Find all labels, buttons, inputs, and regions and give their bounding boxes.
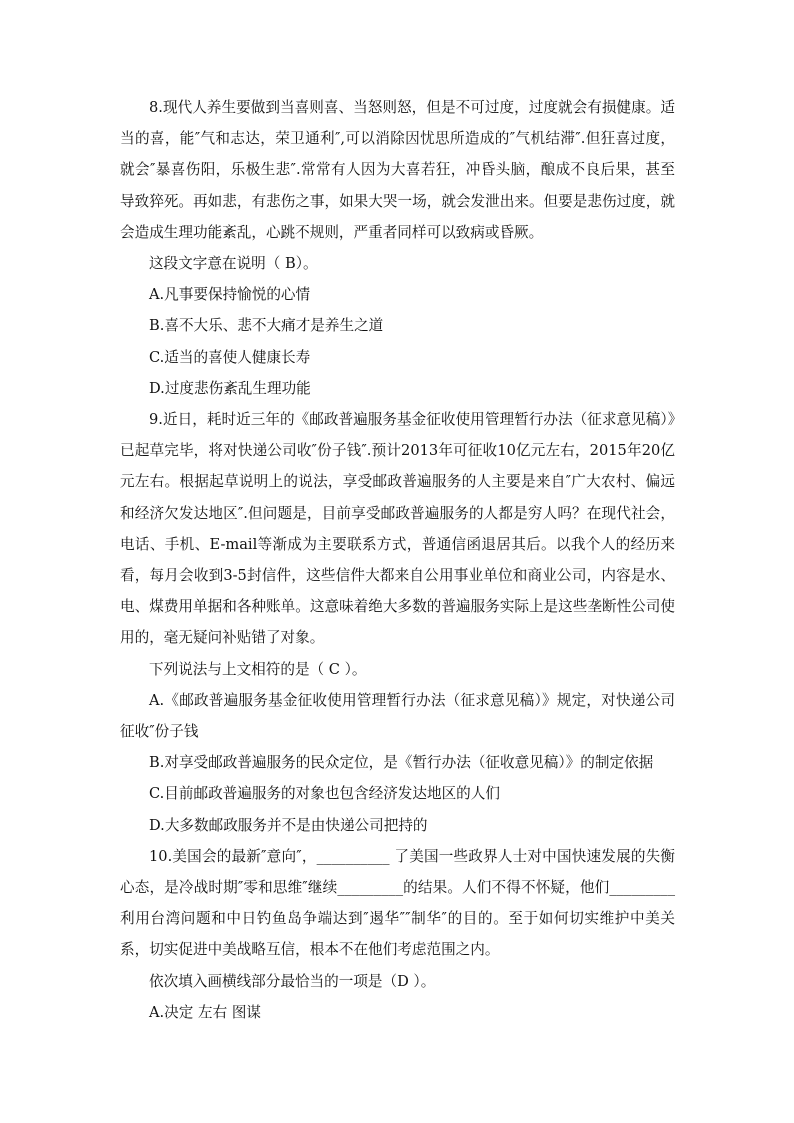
q9-question: 下列说法与上文相符的是（ C ）。	[149, 660, 367, 678]
q10-passage: 10.美国会的最新″意向″，__________ 了美国一些政界人士对中国快速发展的失衡心态，是冷战时期″零和思维″继续_________的结果。人们不得不怀疑，他们_________利用台湾问题和中日钓鱼岛争端达到″遏华″″制华″的目的。至于如何切实维护中美关系，切实促进中美战略互信，根本不在他们考虑范围之内。	[120, 847, 675, 959]
q8-question: 这段文字意在说明（ B）。	[149, 255, 318, 273]
q10-question: 依次填入画横线部分最恰当的一项是（D ）。	[149, 972, 436, 990]
q9-option-c: C.目前邮政普遍服务的对象也包含经济发达地区的人们	[149, 785, 500, 803]
document-page	[120, 92, 675, 1028]
q8-option-c: C.适当的喜使人健康长寿	[149, 348, 311, 366]
q8-option-b: B.喜不大乐、悲不大痛才是养生之道	[149, 317, 384, 335]
q8-option-a: A.凡事要保持愉悦的心情	[149, 286, 311, 304]
q9-option-b: B.对享受邮政普遍服务的民众定位，是《暂行办法（征收意见稿）》的制定依据	[149, 754, 654, 772]
q9-option-a: A.《邮政普遍服务基金征收使用管理暂行办法（征求意见稿）》规定，对快递公司征收″份子钱	[120, 691, 675, 741]
q8-option-d: D.过度悲伤紊乱生理功能	[149, 379, 311, 397]
q8-passage: 8.现代人养生要做到当喜则喜、当怒则怒，但是不可过度，过度就会有损健康。适当的喜，能″气和志达，荣卫通利″,可以消除因忧思所造成的″气机结滞″.但狂喜过度，就会″暴喜伤阳，乐极生悲″.常常有人因为大喜若狂，冲昏头脑，酿成不良后果，甚至导致猝死。再如悲，有悲伤之事，如果大哭一场，就会发泄出来。但要是悲伤过度，就会造成生理功能紊乱，心跳不规则，严重者同样可以致病或昏厥。	[120, 99, 675, 241]
q10-option-a: A.决定 左右 图谋	[149, 1003, 262, 1021]
q9-passage: 9.近日，耗时近三年的《邮政普遍服务基金征收使用管理暂行办法（征求意见稿）》已起草完毕，将对快递公司收″份子钱″.预计2013年可征收10亿元左右，2015年20亿元左右。根据起草说明上的说法，享受邮政普遍服务的人主要是来自″广大农村、偏远和经济欠发达地区″.但问题是，目前享受邮政普遍服务的人都是穷人吗？在现代社会，电话、手机、E-mail等渐成为主要联系方式，普通信函退居其后。以我个人的经历来看，每月会收到3-5封信件，这些信件大都来自公用事业单位和商业公司，内容是水、电、煤费用单据和各种账单。这意味着绝大多数的普遍服务实际上是这些垄断性公司使用的，毫无疑问补贴错了对象。	[120, 411, 675, 647]
q9-option-d: D.大多数邮政服务并不是由快递公司把持的	[149, 816, 428, 834]
